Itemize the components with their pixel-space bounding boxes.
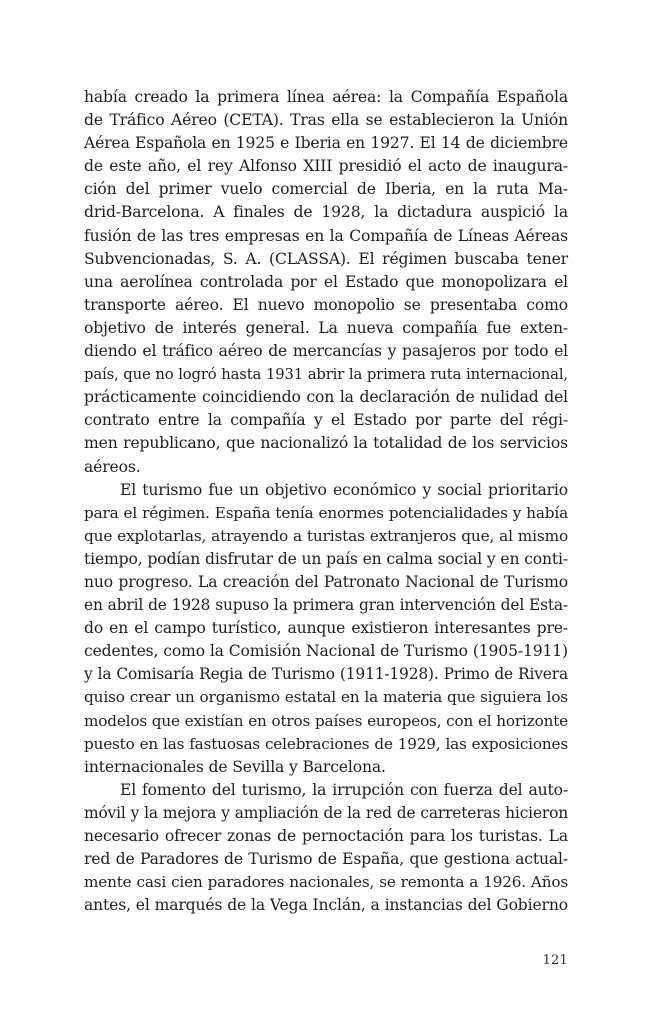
text-line: mente casi cien paradores nacionales, se remonta a 1926. Años (84, 873, 568, 892)
text-line: men republicano, que nacionalizó la totalidad de los servicios (84, 434, 568, 453)
text-line: tiempo, podían disfrutar de un país en calma social y en conti- (84, 549, 568, 568)
text-line: de este año, el rey Alfonso XIII presidió el acto de inaugura- (84, 157, 568, 176)
text-line: que explotarlas, atrayendo a turistas extranjeros que, al mismo (84, 526, 568, 545)
text-line: do en el campo turístico, aunque existieron interesantes pre- (84, 619, 568, 638)
text-line: internacionales de Sevilla y Barcelona. (84, 757, 386, 776)
text-line: contrato entre la compañía y el Estado por parte del régi- (84, 411, 568, 430)
text-line: había creado la primera línea aérea: la Compañía Española (84, 88, 568, 106)
text-line: antes, el marqués de la Vega Inclán, a instancias del Gobierno (84, 896, 568, 915)
text-line: necesario ofrecer zonas de pernoctación para los turistas. La (84, 827, 568, 845)
text-line: quiso crear un organismo estatal en la materia que siguiera los (84, 688, 568, 707)
text-line: diendo el tráfico aéreo de mercancías y pasajeros por todo el (84, 342, 568, 361)
text-line: red de Paradores de Turismo de España, que gestiona actual- (84, 850, 568, 869)
paragraph (84, 479, 568, 779)
text-line: para el régimen. España tenía enormes potencialidades y había (84, 503, 568, 522)
text-line: móvil y la mejora y ampliación de la red de carreteras hicieron (84, 803, 568, 822)
text-line: puesto en las fastuosas celebraciones de 1929, las exposiciones (84, 734, 568, 753)
paragraph (84, 86, 568, 479)
text-line: nuo progreso. La creación del Patronato Nacional de Turismo (84, 572, 568, 591)
text-line: Subvencionadas, S. A. (CLASSA). El régimen buscaba tener (84, 249, 568, 268)
paragraph (84, 779, 568, 918)
text-line: transporte aéreo. El nuevo monopolio se presentaba como (84, 295, 568, 314)
text-line: objetivo de interés general. La nueva compañía fue exten- (84, 318, 568, 337)
text-line: país, que no logró hasta 1931 abrir la primera ruta internacional, (84, 366, 568, 384)
text-line: prácticamente coincidiendo con la declaración de nulidad del (84, 388, 568, 407)
text-line: drid-Barcelona. A finales de 1928, la dictadura auspició la (84, 203, 568, 222)
text-line: aéreos. (84, 457, 141, 476)
text-line: de Tráfico Aéreo (CETA). Tras ella se establecieron la Unión (84, 111, 568, 130)
text-line: fusión de las tres empresas en la Compañía de Líneas Aéreas (84, 226, 568, 245)
text-line: ción del primer vuelo comercial de Iberia, en la ruta Ma- (84, 180, 568, 199)
text-line: El turismo fue un objetivo económico y social prioritario (120, 480, 568, 499)
text-line: modelos que existían en otros países europeos, con el horizonte (84, 711, 568, 730)
text-line: en abril de 1928 supuso la primera gran intervención del Esta- (84, 596, 568, 615)
text-line: una aerolínea controlada por el Estado que monopolizara el (84, 272, 568, 291)
text-line: y la Comisaría Regia de Turismo (1911-1928). Primo de Rivera (84, 665, 568, 684)
body-text (84, 86, 568, 917)
page-number: 121 (542, 953, 568, 968)
text-line: Aérea Española en 1925 e Iberia en 1927. El 14 de diciembre (84, 134, 568, 153)
text-line: cedentes, como la Comisión Nacional de Turismo (1905-1911) (84, 642, 568, 661)
text-line: El fomento del turismo, la irrupción con fuerza del auto- (120, 780, 568, 799)
